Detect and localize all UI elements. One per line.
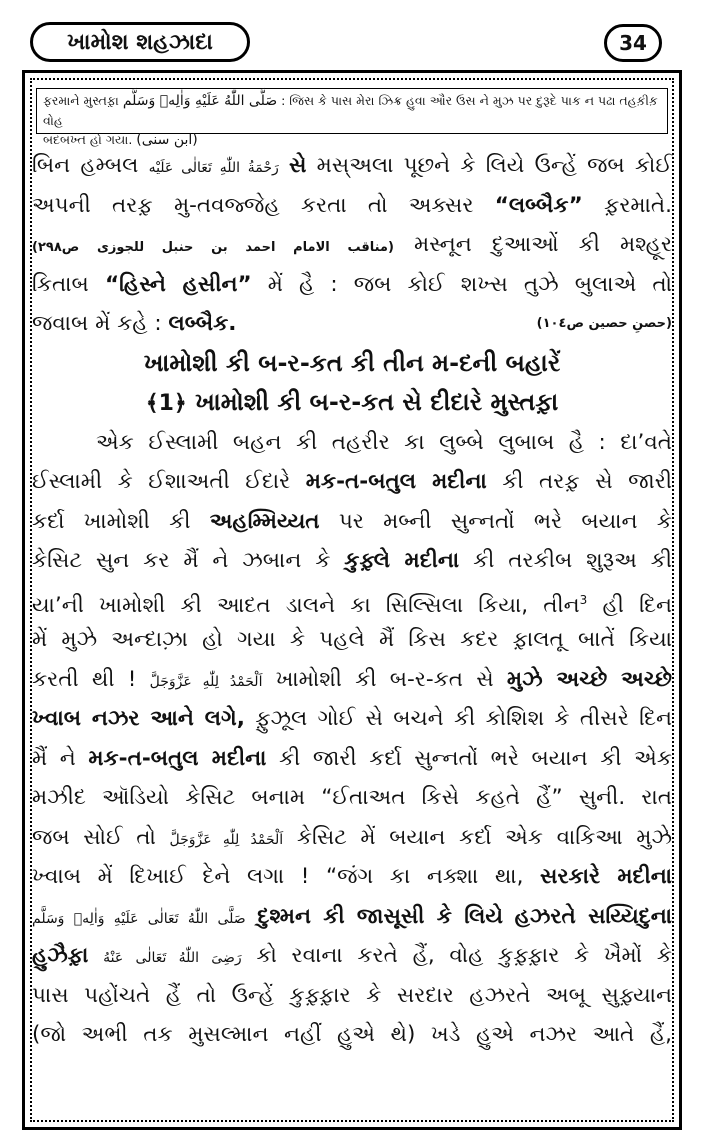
- text-segment: અપની તરફ઼ મુ-તવજ્જેહ કરતા તો અક્સર: [32, 192, 474, 218]
- text-line: [32, 699, 672, 739]
- text-line: [32, 146, 672, 186]
- text-segment: જબ સોઈ તો: [32, 824, 156, 850]
- text-line: [32, 739, 672, 779]
- sub-heading: [32, 383, 672, 423]
- reference: (مناقب الامام احمد بن حنبل للجوزی ص۲۹۸): [32, 240, 394, 255]
- hadith-label: ફરમાને મુસ્તફ઼ા: [43, 93, 119, 108]
- text-segment: ખ્વાબ મેં દિખાઈ દેને લગા ! “જંગ કા નક્શા થા,: [32, 864, 524, 889]
- bold-term: દુશ્મન કી જાસૂસી કે લિયે: [257, 903, 503, 929]
- text-line: [32, 541, 672, 581]
- hadith-line-1: [43, 91, 661, 130]
- text-segment: કી તરકીબ શુરૂઅ કી: [473, 548, 673, 573]
- bold-term: હુઝૈફ઼ા: [32, 943, 89, 968]
- text-line: [32, 897, 672, 937]
- footnote-marker: 3: [579, 592, 588, 607]
- text-line: પાસ પહોંચતે હૈં તો ઉન્હેં કુફ઼્ફ઼ાર કે સરદાર હઝરતે અબૂ સુફ઼્યાન: [32, 982, 672, 1008]
- text-line: [32, 660, 672, 700]
- bold-term: ખ્વાબ નઝર આને લગે,: [32, 706, 245, 731]
- text-segment: હી દિન: [602, 592, 672, 618]
- text-segment: મસ્અલા પૂછને કે લિયે ઉન્હેં જબ કોઈ: [316, 153, 673, 178]
- book-title: ખામોશ શહઝાદા: [30, 22, 250, 62]
- text-segment: કરતી થી !: [32, 666, 137, 692]
- text-line: (જો અભી તક મુસલ્માન નહીં હુએ થે) ખડે હુએ નઝર આતે હૈં,: [32, 1022, 672, 1047]
- text-segment: કેસિટ મેં બયાન કર્દા એક વાકિઆ મુઝે: [296, 824, 672, 850]
- bold-term: મક-ત-બતુલ મદીના: [88, 745, 267, 771]
- text-segment: મસ્નૂન દુઆઓં કી મશ્હૂર: [413, 232, 672, 257]
- bold-term: લબ્બૈક.: [168, 311, 237, 336]
- text-segment: કો રવાના કરતે હૈં, વોહ કુફ઼્ફ઼ાર કે ખૈમોં કે: [256, 943, 672, 968]
- arabic-phrase: اَلْحَمْدُ لِلّٰهِ عَزَّوَجَلَّ: [149, 673, 263, 690]
- bold-term: સરકારે મદીના: [540, 864, 673, 889]
- text-line: [32, 818, 672, 858]
- bold-term: “હિસ્ને હસીન”: [104, 271, 252, 297]
- text-segment: કિતાબ: [32, 271, 89, 297]
- hadith-text-1: : જિસ કે પાસ મેરા ઝિક્ર હુવા ઔર ઉસ ને મુઝ પર દુરૂદે પાક ન પઢા તહક઼ીક઼ વોહ: [43, 93, 658, 128]
- text-segment: ફ઼ુઝૂલ ગોઈ સે બચને કી કોશિશ કે તીસરે દિન: [255, 706, 672, 731]
- text-segment: કેસિટ સુન કર મૈં ને ઝબાન કે: [32, 548, 331, 573]
- text-segment: મેં હૈ : જબ કોઈ શખ્સ તુઝે બુલાએ તો: [267, 271, 672, 297]
- section-heading: ખામોશી કી બ-ર-કત કી તીન મ-દની બહારેં: [143, 348, 561, 377]
- arabic-honorific: صَلَّى اللّٰهُ تَعَالٰی عَلَيْهِ وَاٰلِهٖ وَسَلَّم: [32, 910, 246, 927]
- text-segment: મૈં ને: [32, 745, 76, 771]
- bold-term: મુઝે અચ્છે અચ્છે: [506, 666, 672, 692]
- heading-number: ﴾1﴿: [145, 391, 187, 416]
- text-segment: ખામોશી કી બ-ર-કત સે: [275, 666, 494, 692]
- text-segment: સે: [289, 153, 307, 178]
- text-segment: પર મબ્ની સુન્નતોં ભરે બયાન કે: [338, 508, 672, 534]
- text-segment: કર્દા ખામોશી કી: [32, 508, 191, 534]
- text-line: [32, 857, 672, 897]
- hadith-box: [36, 88, 668, 148]
- text-line: [32, 462, 672, 502]
- bold-term: “લબ્બૈક”: [494, 192, 583, 218]
- text-line: [32, 581, 672, 621]
- bold-term: અહમ્મિય્યત: [209, 508, 320, 534]
- text-line: [32, 502, 672, 542]
- text-segment: યા’ની ખામોશી કી આદત ડાલને કા સિલ્સિલા કિયા, તીન: [32, 592, 580, 618]
- page-body: [32, 146, 672, 1055]
- hadith-text-2: બદબખ્ત હો ગયા.: [43, 132, 133, 147]
- text-line: [32, 936, 672, 976]
- bold-term: હઝરતે સય્યિદુના: [514, 903, 672, 929]
- hadith-salutation: صَلَّى اللّٰهُ عَلَيْهِ وَاٰلِهٖ وَسَلَّم: [122, 93, 278, 109]
- hadith-source: (ابن سنی): [136, 132, 198, 148]
- arabic-honorific: رَضِیَ اللّٰهُ تَعَالٰی عَنْهُ: [103, 950, 242, 966]
- text-segment: જવાબ મેં કહે :: [32, 311, 162, 336]
- text-line: [32, 304, 672, 344]
- text-segment: કી જારી કર્દા સુન્નતોં ભરે બયાન કી એક: [278, 745, 672, 771]
- page-number: 34: [604, 24, 662, 62]
- text-segment: ફ઼રમાતે.: [603, 192, 672, 218]
- text-segment: ઈસ્લામી કે ઈશાઅતી ઈદારે: [32, 469, 291, 494]
- text-line: [32, 225, 672, 265]
- text-line: મઝીદ ઑડિયો કેસિટ બનામ “ઈતાઅત કિસે કહતે હૈં” સુની. રાત: [32, 785, 672, 810]
- heading-text: ખામોશી કી બ-ર-કત સે દીદારે મુસ્તફ઼ા: [195, 388, 559, 416]
- text-line: એક ઈસ્લામી બહન કી તહરીર કા લુબ્બે લુબાબ હૈ : દા’વતે: [96, 429, 672, 455]
- reference: (حصنِ حصین ص۱۰٤): [536, 316, 672, 331]
- bold-term: મક-ત-બતુલ મદીના: [305, 469, 487, 494]
- text-line: [32, 186, 672, 226]
- text-segment: કી તરફ઼ સે જારી: [502, 469, 672, 494]
- arabic-phrase: اَلْحَمْدُ لِلّٰهِ عَزَّوَجَلَّ: [169, 831, 284, 848]
- text-segment: બિન હમ્બલ: [32, 153, 139, 178]
- arabic-honorific: رَحْمَةُ اللّٰهِ تَعَالٰی عَلَيْه: [148, 160, 279, 176]
- text-line: મેં મુઝે અન્દાઝ઼ા હો ગયા કે પહલે મૈં કિસ કદર ફ઼ાલતૂ બાતેં કિયા: [32, 627, 672, 652]
- text-line: [32, 265, 672, 305]
- bold-term: કુફ઼્લે મદીના: [344, 548, 460, 573]
